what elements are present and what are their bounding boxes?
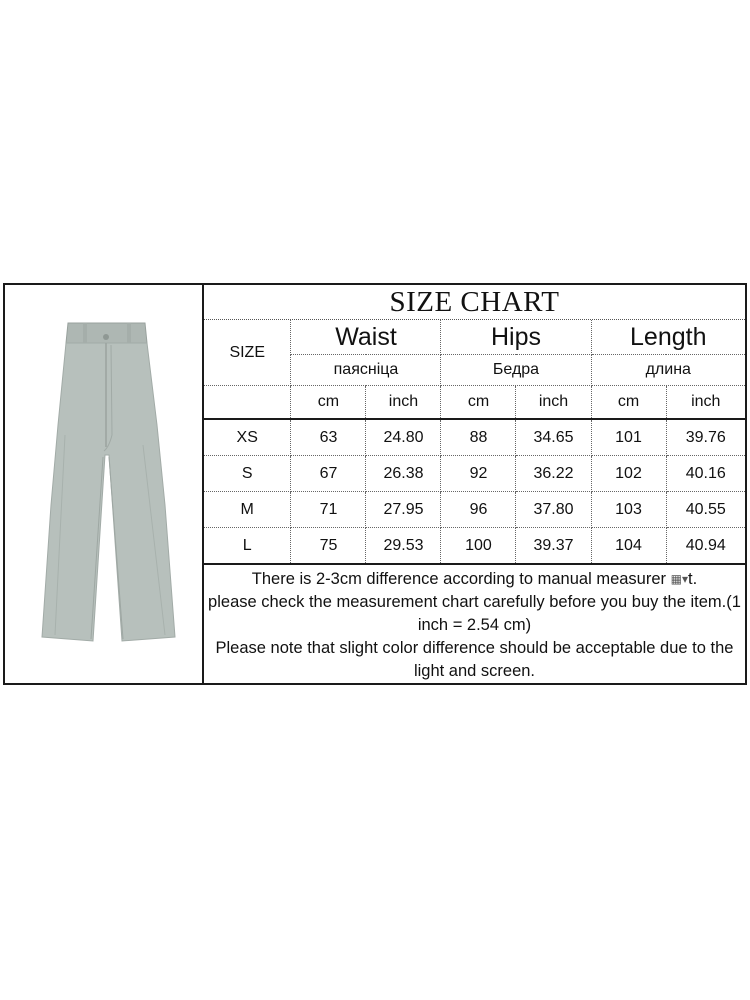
note-line-3: Please note that slight color difference should be acceptable due to the light and screen. [215, 639, 734, 680]
cell-value: 37.80 [516, 492, 591, 528]
cell-value: 75 [291, 528, 366, 565]
cell-value: 40.16 [666, 456, 745, 492]
note-line-1 [204, 568, 745, 591]
size-chart [204, 285, 745, 683]
cell-value: 88 [441, 419, 516, 456]
measure-local-waist: паясніца [291, 355, 441, 386]
cell-value: 96 [441, 492, 516, 528]
unit-inch: inch [366, 386, 441, 420]
size-table [204, 320, 745, 565]
cell-value: 92 [441, 456, 516, 492]
note-1-text: There is 2-3cm difference according to manual measurer [251, 570, 667, 588]
measure-header-hips: Hips [441, 320, 591, 355]
cell-value: 63 [291, 419, 366, 456]
unit-cm: cm [291, 386, 366, 420]
row-size: L [204, 528, 291, 565]
unit-spacer [204, 386, 291, 420]
table-row [204, 419, 745, 456]
wide-leg-pants-image [5, 285, 204, 683]
size-header: SIZE [204, 320, 291, 386]
row-size: M [204, 492, 291, 528]
measure-header-waist: Waist [291, 320, 441, 355]
unit-cm: cm [591, 386, 666, 420]
paste-options-icon[interactable]: ▦▾ [670, 572, 688, 586]
note-line-2: please check the measurement chart carefully before you buy the item.(1 inch = 2.54 cm) [208, 593, 741, 634]
row-size: S [204, 456, 291, 492]
note-1-tail: t. [688, 570, 698, 588]
cell-value: 39.76 [666, 419, 745, 456]
cell-value: 101 [591, 419, 666, 456]
unit-inch: inch [666, 386, 745, 420]
row-size: XS [204, 419, 291, 456]
unit-cm: cm [441, 386, 516, 420]
chart-title: SIZE CHART [204, 285, 745, 320]
cell-value: 100 [441, 528, 516, 565]
cell-value: 34.65 [516, 419, 591, 456]
cell-value: 102 [591, 456, 666, 492]
cell-value: 24.80 [366, 419, 441, 456]
cell-value: 26.38 [366, 456, 441, 492]
table-row [204, 492, 745, 528]
cell-value: 40.55 [666, 492, 745, 528]
table-row [204, 456, 745, 492]
cell-value: 29.53 [366, 528, 441, 565]
cell-value: 104 [591, 528, 666, 565]
table-row [204, 528, 745, 565]
measure-local-length: длина [591, 355, 745, 386]
measure-header-length: Length [591, 320, 745, 355]
product-photo [5, 285, 204, 683]
size-notes [204, 565, 745, 683]
unit-inch: inch [516, 386, 591, 420]
cell-value: 103 [591, 492, 666, 528]
cell-value: 27.95 [366, 492, 441, 528]
cell-value: 36.22 [516, 456, 591, 492]
cell-value: 71 [291, 492, 366, 528]
cell-value: 39.37 [516, 528, 591, 565]
cell-value: 67 [291, 456, 366, 492]
cell-value: 40.94 [666, 528, 745, 565]
measure-local-hips: Бедра [441, 355, 591, 386]
size-chart-frame [3, 283, 747, 685]
